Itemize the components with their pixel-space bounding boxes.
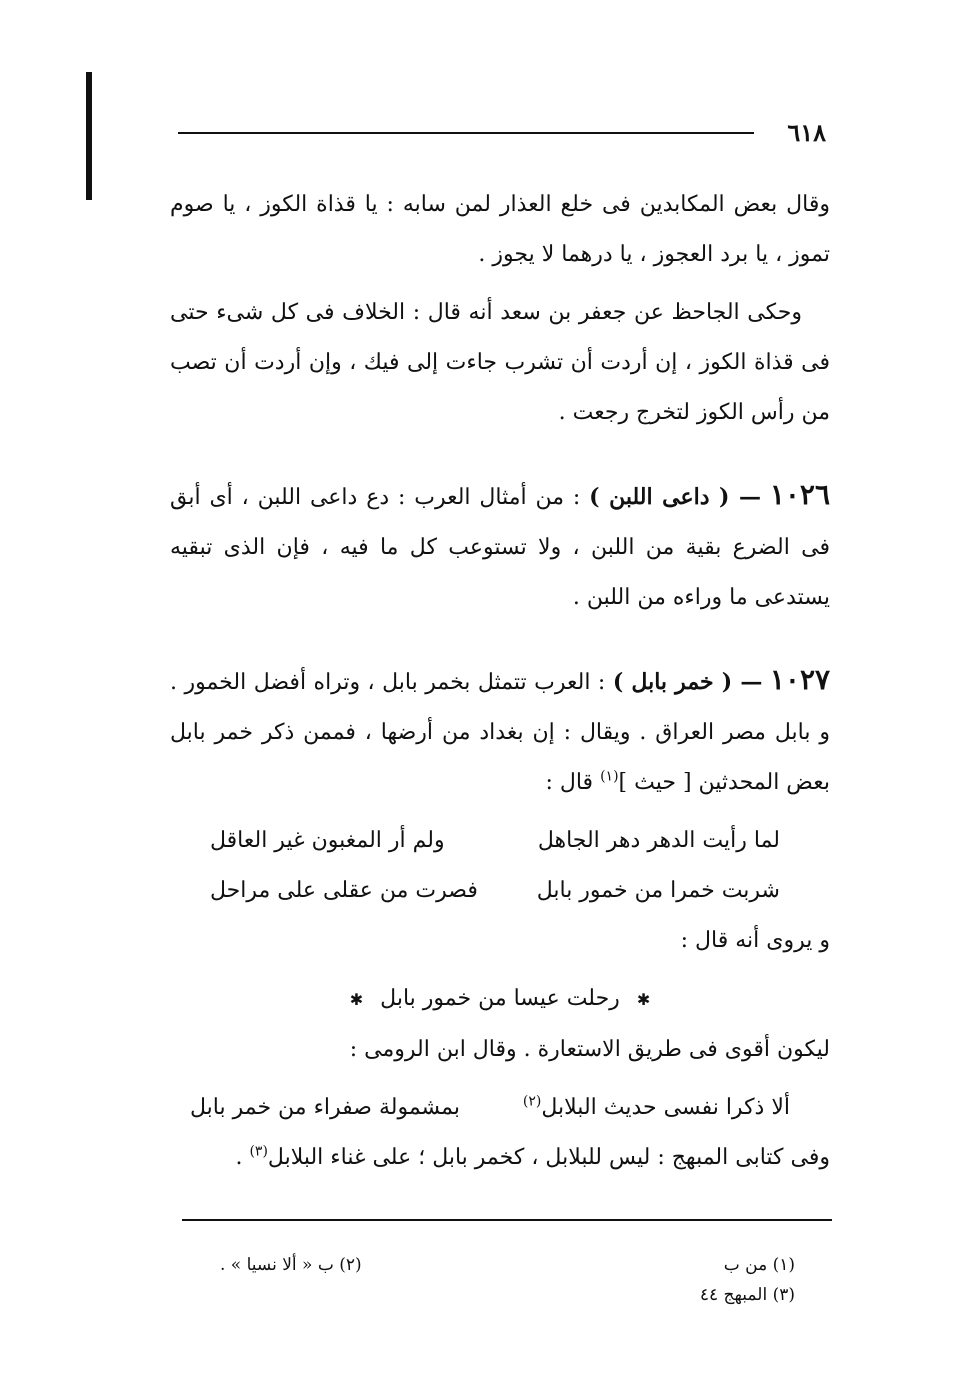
star-ornament-icon: ✱: [636, 990, 651, 1009]
entry-number: ١٠٢٦: [769, 478, 830, 511]
star-ornament-icon: ✱: [349, 990, 364, 1009]
entry-1026: [170, 470, 830, 623]
footnote-ref: (٣): [249, 1143, 268, 1160]
entry-text-end: قال :: [545, 770, 594, 795]
verse-line: [170, 866, 830, 916]
footnote-rule: [182, 1219, 832, 1221]
line-yurwa: و يروى أنه قال :: [680, 928, 830, 953]
entry-title: — ( خمر بابل ): [612, 669, 763, 695]
entry-text: : من أمثال العرب : دع داعى اللبن ، أى أبق فى الضرع بقية من اللبن ، ولا تستوعب كل ما فيه ، فإن الذى تبقيه يستدعى ما وراءه من اللبن .: [170, 485, 830, 610]
footnote-row: [220, 1280, 795, 1310]
verse-second-hemistich: ولم أر المغبون غير العاقل: [210, 828, 445, 853]
hemistich-text: رحلت عيسا من خمور بابل: [380, 986, 620, 1011]
header-rule: [178, 132, 754, 134]
hemistich-line: [170, 974, 830, 1025]
paragraph-mukabidin: وقال بعض المكابدين فى خلع العذار لمن سابه : يا قذاة الكوز ، يا صوم تموز ، يا برد العجوز ، يا درهما لا يجوز .: [170, 192, 830, 267]
entry-1027: [170, 655, 830, 808]
verse-second-hemistich: فصرت من عقلى على مراحل: [210, 878, 478, 903]
footnote-ref: (٢): [522, 1093, 542, 1110]
footnote-ref: (١): [600, 768, 619, 785]
entry-number: ١٠٢٧: [769, 663, 831, 696]
verse-line: [170, 1083, 830, 1133]
footnote-2: (٢) ب « ألا نسيا » .: [220, 1255, 362, 1275]
page-header: [178, 118, 826, 148]
footnote-row: [220, 1250, 795, 1280]
line-mubhij: وفى كتابى المبهج : ليس للبلابل ، كخمر بابل ؛ على غناء البلابل$^{(٣)}$ .: [235, 1143, 830, 1170]
verse-second-hemistich: بمشمولة صفراء من خمر بابل: [190, 1095, 461, 1120]
footnote-3: (٣) المبهج ٤٤: [699, 1285, 795, 1305]
page-edge-mark: [86, 72, 92, 200]
verse-line: [170, 816, 830, 866]
paragraph-jahiz: وحكى الجاحظ عن جعفر بن سعد أنه قال : الخلاف فى كل شىء حتى فى قذاة الكوز ، إن أردت أن تشرب جاءت إلى فيك ، وإن أردت أن تصب من رأس الكوز لتخرج رجعت .: [170, 300, 830, 425]
main-text: [170, 180, 830, 1191]
line-liyakun: ليكون أقوى فى طريق الاستعارة . وقال ابن الرومى :: [349, 1037, 830, 1062]
verse-first-hemistich: [523, 1083, 790, 1133]
verse-text: ألا ذكرا نفسى حديث البلابل: [541, 1095, 790, 1120]
mubhij-text: وفى كتابى المبهج : ليس للبلابل ، كخمر بابل ؛ على غناء البلابل: [267, 1145, 830, 1170]
footnotes: [220, 1250, 795, 1310]
footnote-1: (١) من ب: [723, 1255, 795, 1275]
page-number: ٦١٨: [787, 118, 826, 147]
entry-title: — ( داعى اللبن ): [589, 484, 761, 510]
verse-first-hemistich: لما رأيت الدهر دهر الجاهل: [537, 828, 780, 853]
entry-text: : العرب تتمثل بخمر بابل ، وتراه أفضل الخمور . و بابل مصر العراق . ويقال : إن بغداد من أرضها ، فممن ذكر خمر بابل بعض المحدثين [ حيث ]: [170, 670, 830, 795]
verse-first-hemistich: شربت خمرا من خمور بابل: [536, 878, 780, 903]
